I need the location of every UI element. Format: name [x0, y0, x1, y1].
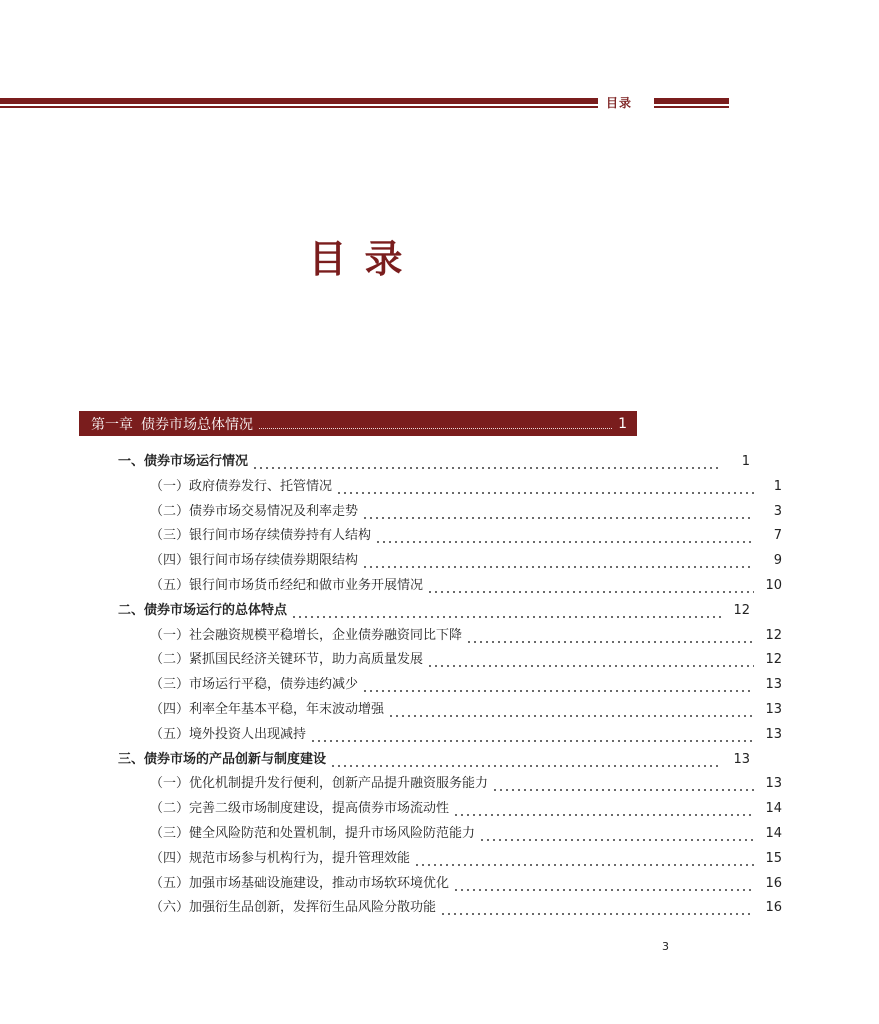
toc-entry-page: 13 [733, 751, 750, 767]
page-number: 3 [662, 940, 669, 953]
toc-leader-dots [492, 775, 754, 793]
toc-subsection-entry[interactable] [0, 720, 879, 744]
toc-entry-label: （一）政府债券发行、托管情况 [150, 478, 333, 494]
toc-entry-page: 14 [765, 826, 782, 841]
toc-leader-dots [330, 751, 722, 769]
toc-leader-dots [427, 577, 754, 595]
toc-entry-label: （三）银行间市场存续债券持有人结构 [150, 528, 372, 544]
toc-subsection-entry[interactable] [0, 546, 879, 570]
toc-subsection-entry[interactable] [0, 571, 879, 595]
header-rule-right [654, 98, 729, 104]
toc-entry-page: 1 [741, 454, 750, 469]
toc-entry-label: （六）加强衍生品创新，发挥衍生品风险分散功能 [150, 900, 437, 916]
toc-entry-page: 12 [765, 627, 782, 643]
toc-leader-dots [479, 825, 754, 843]
toc-entry-page: 14 [765, 801, 782, 817]
toc-subsection-entry[interactable] [0, 869, 879, 893]
toc-leader-dots [440, 899, 754, 917]
toc-entry-label: （四）规范市场参与机构行为，提升管理效能 [150, 850, 411, 866]
chapter-page-number: 1 [618, 415, 627, 432]
header-rule-left-thin [0, 106, 598, 108]
toc-leader-dots [414, 850, 754, 868]
toc-entry-page: 15 [765, 850, 782, 866]
toc-entry-label: 二、债券市场运行的总体特点 [118, 602, 288, 618]
header-band [0, 96, 729, 112]
toc-leader-dots [362, 552, 754, 570]
toc-leader-dots [453, 800, 754, 818]
toc-section-entry[interactable] [0, 596, 847, 620]
toc-entry-label: （四）利率全年基本平稳，年末波动增强 [150, 702, 385, 717]
toc-entry-label: （二）完善二级市场制度建设，提高债券市场流动性 [150, 801, 450, 817]
toc-leader-dots [336, 478, 754, 496]
toc-subsection-entry[interactable] [0, 670, 879, 694]
toc-entry-label: （一）社会融资规模平稳增长，企业债券融资同比下降 [150, 627, 463, 643]
toc-leader-dots [427, 651, 754, 669]
toc-leader-dots [291, 602, 722, 620]
chapter-title: 债券市场总体情况 [141, 416, 253, 433]
chapter-number: 第一章 [91, 416, 133, 433]
toc-entry-page: 16 [765, 900, 782, 916]
toc-leader-dots [252, 453, 722, 471]
toc-entry-label: 三、债券市场的产品创新与制度建设 [118, 751, 327, 767]
toc-entry-page: 7 [773, 528, 782, 544]
toc-subsection-entry[interactable] [0, 521, 879, 545]
toc-leader-dots [362, 676, 754, 694]
toc-section-entry[interactable] [0, 745, 847, 769]
toc-leader-dots [362, 503, 754, 521]
toc-entry-label: （三）市场运行平稳，债券违约减少 [150, 677, 359, 693]
toc-entry-page: 13 [765, 677, 782, 693]
toc-subsection-entry[interactable] [0, 819, 879, 843]
toc-entry-label: 一、债券市场运行情况 [118, 454, 249, 469]
toc-entry-label: （五）境外投资人出现减持 [150, 726, 307, 742]
toc-entry-page: 13 [765, 776, 782, 792]
toc-entry-page: 12 [733, 602, 750, 618]
header-rule-left [0, 98, 598, 104]
toc-entry-page: 9 [773, 553, 782, 569]
toc-entry-label: （四）银行间市场存续债券期限结构 [150, 553, 359, 569]
toc-entry-label: （五）银行间市场货币经纪和做市业务开展情况 [150, 578, 424, 593]
toc-entry-label: （二）债券市场交易情况及利率走势 [150, 503, 359, 519]
toc-subsection-entry[interactable] [0, 472, 879, 496]
toc-entry-page: 1 [773, 478, 782, 494]
chapter-leader-dots [259, 418, 612, 429]
toc-leader-dots [453, 875, 754, 893]
toc-subsection-entry[interactable] [0, 695, 879, 719]
toc-subsection-entry[interactable] [0, 794, 879, 818]
toc-chapter-entry[interactable] [79, 411, 637, 436]
toc-subsection-entry[interactable] [0, 769, 879, 793]
toc-entry-page: 10 [765, 578, 782, 593]
toc-entry-page: 12 [765, 652, 782, 668]
toc-subsection-entry[interactable] [0, 621, 879, 645]
toc-entry-label: （五）加强市场基础设施建设，推动市场软环境优化 [150, 875, 450, 891]
toc-leader-dots [466, 627, 754, 645]
toc-subsection-entry[interactable] [0, 893, 879, 917]
toc-leader-dots [375, 527, 754, 545]
toc-subsection-entry[interactable] [0, 497, 879, 521]
header-section-label: 目录 [606, 96, 633, 110]
toc-subsection-entry[interactable] [0, 844, 879, 868]
toc-subsection-entry[interactable] [0, 645, 879, 669]
toc-entry-label: （一）优化机制提升发行便利，创新产品提升融资服务能力 [150, 776, 489, 792]
toc-leader-dots [388, 701, 754, 719]
toc-entry-page: 3 [773, 503, 782, 519]
toc-section-entry[interactable] [0, 447, 847, 471]
toc-entry-page: 13 [765, 726, 782, 742]
toc-entry-label: （三）健全风险防范和处置机制，提升市场风险防范能力 [150, 826, 476, 841]
header-rule-right-thin [654, 106, 729, 108]
page-title: 目录 [308, 237, 421, 281]
toc-leader-dots [310, 726, 754, 744]
toc-entry-page: 13 [765, 702, 782, 717]
toc-entry-label: （二）紧抓国民经济关键环节，助力高质量发展 [150, 652, 424, 668]
toc-entry-page: 16 [765, 875, 782, 891]
chapter-title-group [91, 414, 253, 434]
